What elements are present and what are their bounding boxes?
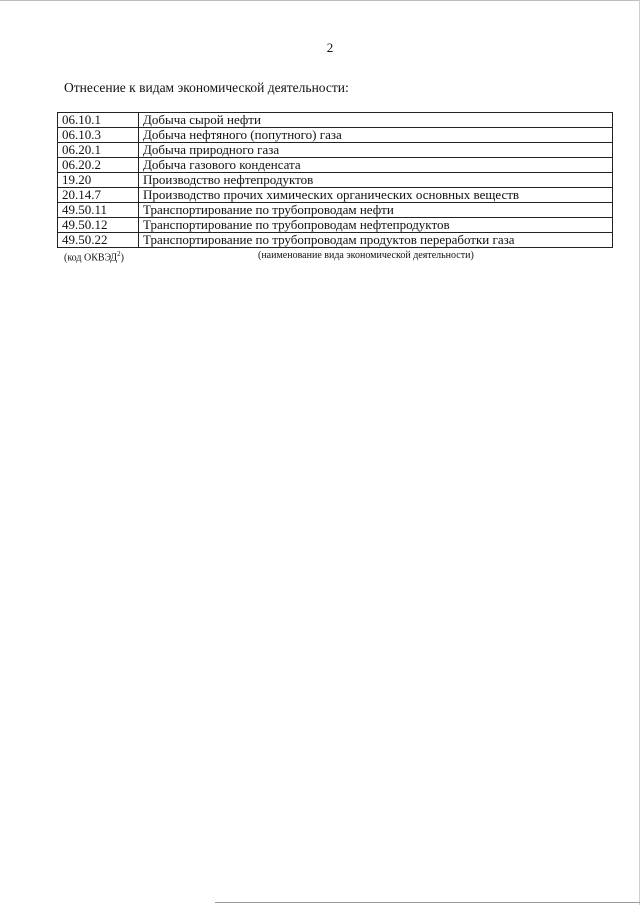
table-row [58,203,613,218]
okved-code: 49.50.12 [58,218,139,233]
activity-name: Добыча природного газа [139,143,613,158]
footnote-marker: 2 [117,250,121,258]
code-caption-text: (код ОКВЭД [64,252,118,264]
table-row [58,218,613,233]
activity-name: Транспортирование по трубопроводам нефтепродуктов [139,218,613,233]
table-row [58,128,613,143]
okved-code: 49.50.11 [58,203,139,218]
okved-code: 19.20 [58,173,139,188]
okved-code: 06.10.3 [58,128,139,143]
activity-name: Транспортирование по трубопроводам нефти [139,203,613,218]
table-row [58,188,613,203]
table-row [58,158,613,173]
section-heading: Отнесение к видам экономической деятельности: [64,80,349,95]
name-column-caption: (наименование вида экономической деятельности) [258,250,474,261]
table-row [58,113,613,128]
activity-name: Транспортирование по трубопроводам продуктов переработки газа [139,233,613,248]
activity-name: Добыча нефтяного (попутного) газа [139,128,613,143]
table-row [58,233,613,248]
activity-name: Добыча газового конденсата [139,158,613,173]
code-caption-close: ) [120,252,124,264]
okved-code: 06.20.2 [58,158,139,173]
okved-code: 06.10.1 [58,113,139,128]
page-number: 2 [326,40,334,55]
page-border-bottom [215,902,640,903]
code-column-caption [64,250,124,263]
okved-table [57,112,613,248]
activity-name: Производство нефтепродуктов [139,173,613,188]
table-row [58,143,613,158]
okved-code: 49.50.22 [58,233,139,248]
okved-code: 06.20.1 [58,143,139,158]
page-border-top [0,0,640,1]
okved-code: 20.14.7 [58,188,139,203]
activity-name: Добыча сырой нефти [139,113,613,128]
activity-name: Производство прочих химических органических основных веществ [139,188,613,203]
table-row [58,173,613,188]
